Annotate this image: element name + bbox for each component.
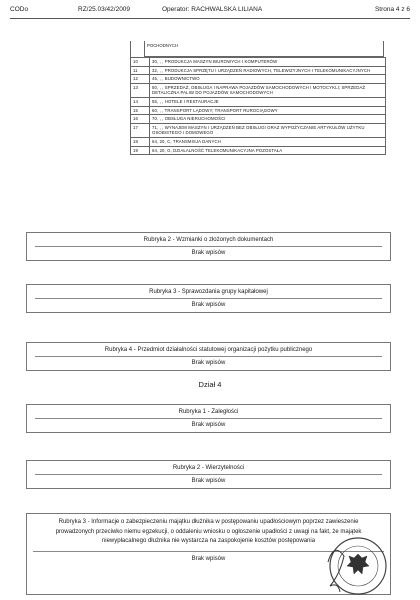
header-operator: Operator: RACHWALSKA LILIANA <box>162 6 263 13</box>
pkd-top-num-cell <box>130 41 145 57</box>
pkd-table <box>130 57 386 155</box>
pkd-top-text: POCHODNYCH <box>147 43 179 48</box>
table-row <box>131 75 386 84</box>
section-title: Rubryka 2 - Wzmianki o złożonych dokumentach <box>35 233 382 247</box>
row-number: 17 <box>131 123 150 137</box>
section-dzial4-rubryka-2 <box>26 460 391 489</box>
page-header <box>10 6 410 18</box>
section-rubryka-3 <box>26 284 391 313</box>
row-description: 30, , , PRODUKCJA MASZYN BIUROWYCH I KOMPUTERÓW <box>150 58 386 67</box>
row-description: 60, , , TRANSPORT LĄDOWY; TRANSPORT RUROCIĄGOWY <box>150 106 386 115</box>
official-seal-stamp <box>322 532 388 598</box>
section-title: Rubryka 4 - Przedmiot działalności statutowej organizacji pożytku publicznego <box>35 343 382 357</box>
section-dzial4-rubryka-1 <box>26 404 391 433</box>
header-codo: CODo <box>10 6 29 13</box>
row-description: 50, , , SPRZEDAŻ, OBSŁUGA I NAPRAWA POJAZDÓW SAMOCHODOWYCH I MOTOCYKLI; SPRZEDAŻ DETALICZNA PALIW DO POJAZDÓW SAMOCHODOWYCH <box>150 83 386 97</box>
table-row <box>131 137 386 146</box>
table-row <box>131 106 386 115</box>
section-title: Rubryka 2 - Wierzytelności <box>35 461 382 475</box>
header-page-number: Strona 4 z 6 <box>374 6 410 13</box>
row-description: 64, 20, C, TRANSMISJA DANYCH <box>150 137 386 146</box>
section-title: Rubryka 3 - Informacje o zabezpieczeniu majątku dłużnika w postępowaniu upadłościowym poprzez zawieszenie prowadzonych przeciwko niemu egzekucji, o oddaleniu wniosku o ogłoszenie upadłości z uwagi na fakt, że majątek niewypłacalnego dłużnika nie wystarcza na zaspokojenie kosztów postępowania <box>33 514 384 552</box>
row-number: 18 <box>131 137 150 146</box>
section-rubryka-2 <box>26 232 391 261</box>
header-divider <box>10 18 410 19</box>
row-description: 55, , , HOTELE I RESTAURACJE <box>150 97 386 106</box>
row-number: 15 <box>131 106 150 115</box>
table-row <box>131 97 386 106</box>
row-number: 11 <box>131 66 150 75</box>
table-row <box>131 123 386 137</box>
row-number: 10 <box>131 58 150 67</box>
section-value: Brak wpisów <box>191 360 226 366</box>
row-number: 16 <box>131 115 150 124</box>
header-reference: RZ/25.03/42/2009 <box>78 6 131 13</box>
dzial-heading: Dział 4 <box>198 380 222 389</box>
row-description: 70, , , OBSŁUGA NIERUCHOMOŚCI <box>150 115 386 124</box>
row-description: 64, 20, G, DZIAŁALNOŚĆ TELEKOMUNIKACYJNA POZOSTAŁA <box>150 146 386 155</box>
section-value: Brak wpisów <box>191 422 226 428</box>
section-value: Brak wpisów <box>191 556 226 562</box>
eagle-emblem-icon <box>347 554 369 574</box>
pkd-top-cell <box>144 41 384 57</box>
section-title: Rubryka 3 - Sprawozdania grupy kapitałowej <box>35 285 382 299</box>
section-value: Brak wpisów <box>191 478 226 484</box>
row-number: 19 <box>131 146 150 155</box>
section-value: Brak wpisów <box>191 250 226 256</box>
row-number: 13 <box>131 83 150 97</box>
section-rubryka-4 <box>26 342 391 371</box>
row-description: 32, , , PRODUKCJA SPRZĘTU I URZĄDZEŃ RADIOWYCH, TELEWIZYJNYCH I TELEKOMUNIKACYJNYCH <box>150 66 386 75</box>
row-number: 12 <box>131 75 150 84</box>
row-description: 45, , , BUDOWNICTWO <box>150 75 386 84</box>
row-description: 71, , , WYNAJEM MASZYN I URZĄDZEŃ BEZ OBSŁUGI ORAZ WYPOŻYCZANIE ARTYKUŁÓW UŻYTKU OSOBISTEGO I DOMOWEGO <box>150 123 386 137</box>
table-row <box>131 146 386 155</box>
section-value: Brak wpisów <box>191 302 226 308</box>
table-row <box>131 66 386 75</box>
section-title: Rubryka 1 - Zaległości <box>35 405 382 419</box>
table-row <box>131 58 386 67</box>
table-row <box>131 83 386 97</box>
table-row <box>131 115 386 124</box>
row-number: 14 <box>131 97 150 106</box>
